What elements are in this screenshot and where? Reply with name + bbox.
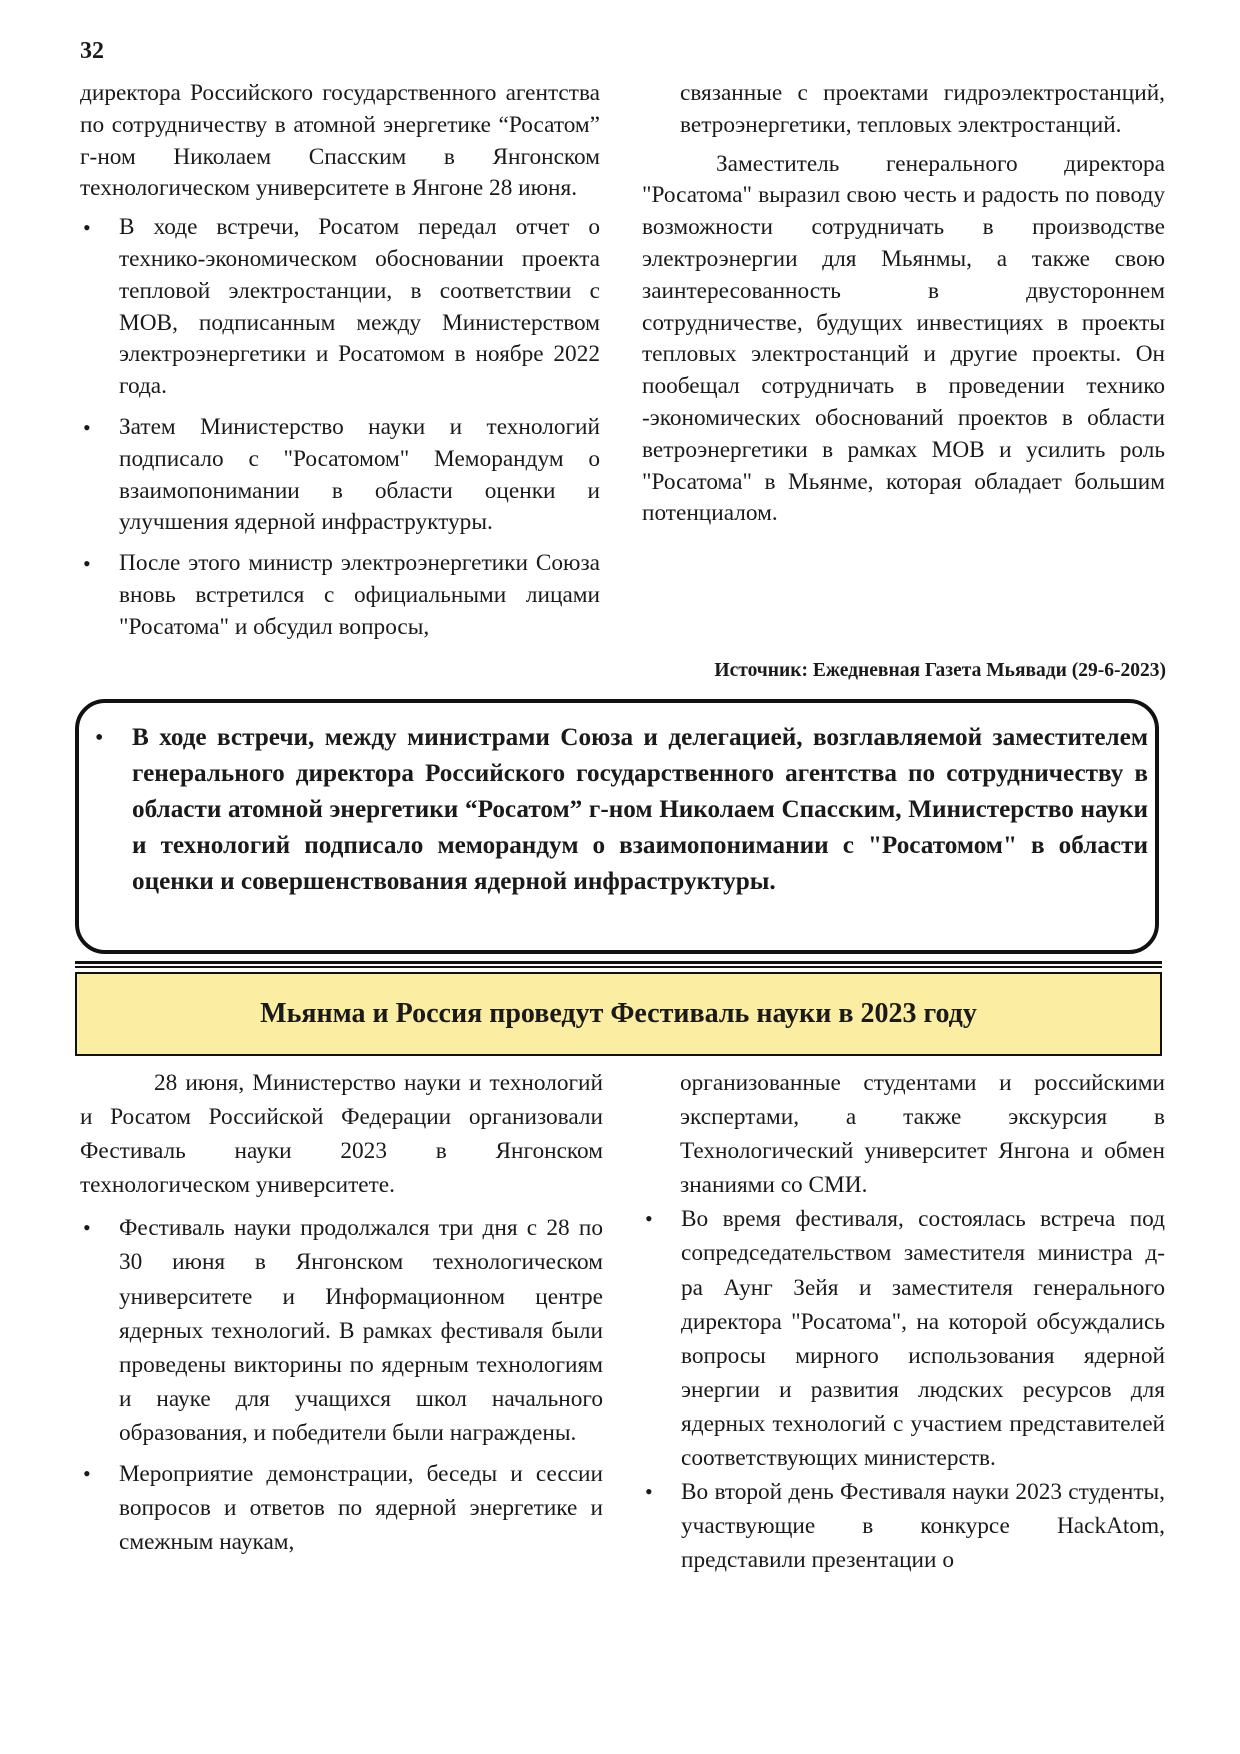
section2-left-column [80, 1066, 603, 1559]
divider-line [75, 966, 1162, 968]
section2-right-bullets [642, 1202, 1165, 1577]
section1-paragraph: Заместитель генерального директора "Росатома" выразил свою честь и радость по поводу возможности сотрудничать в производстве электроэнергии для Мьянмы, а также свою заинтересованность в двустороннем сотрудничестве, будущих инвестициях в проекты тепловых электростанций и другие проекты. Он пообещал сотрудничать в проведении технико -экономических обоснований проектов в области ветроэнергетики в рамках MOB и усилить роль "Росатома" в Мьянме, которая обладает большим потенциалом. [642, 150, 1165, 527]
bullet-item: • После этого министр электроэнергетики Союза вновь встретился с официальными лицами "Росатома" и обсудил вопросы, [80, 548, 600, 643]
page-number: 32 [80, 38, 104, 64]
divider-line [75, 961, 1162, 964]
section1-left-column [80, 78, 600, 644]
callout-bullet: • В ходе встречи, между министрами Союза и делегацией, возглавляемой заместителем генерального директора Российского государственного агентства по сотрудничеству в области атомной энергетики “Росатом” г-ном Николаем Спасским, Министерство науки и технологий подписало меморандум о взаимопонимании с "Росатомом" в области оценки и совершенствования ядерной инфраструктуры. [92, 720, 1148, 900]
section1-intro: директора Российского государственного агентства по сотрудничеству в атомной энергетике “Росатом” г-ном Николаем Спасским в Янгонском технологическом университете в Янгоне 28 июня. [80, 80, 600, 202]
callout-content [92, 720, 1148, 900]
article-title: Мьянма и Россия проведут Фестиваль науки в 2023 году [260, 998, 977, 1029]
bullet-item: • Затем Министерство науки и технологий подписало с "Росатомом" Меморандум о взаимопонимании в области оценки и улучшения ядерной инфраструктуры. [80, 412, 600, 539]
section1-right-column [642, 78, 1165, 530]
source-citation: Источник: Ежедневная Газета Мьявади (29-6-2023) [714, 660, 1166, 681]
section2-continuation: организованные студентами и российскими экспертами, а также экскурсия в Технологический университет Янгона и обмен знаниями со СМИ. [680, 1070, 1165, 1199]
bullet-item: • Мероприятие демонстрации, беседы и сессии вопросов и ответов по ядерной энергетике и смежным наукам, [80, 1457, 603, 1559]
section1-continuation: связанные с проектами гидроэлектростанций, ветроэнергетики, тепловых электростанций. [680, 80, 1165, 138]
bullet-item: • Во второй день Фестиваля науки 2023 студенты, участвующие в конкурсе HackAtom, представили презентации о [642, 1475, 1165, 1577]
section2-intro: 28 июня, Министерство науки и технологий и Росатом Российской Федерации организовали Фестиваль науки 2023 в Янгонском технологическом университете. [80, 1070, 603, 1199]
section2-right-column [642, 1066, 1165, 1577]
bullet-item: • Во время фестиваля, состоялась встреча под сопредседательством заместителя министра д-ра Аунг Зейя и заместителя генерального директора "Росатома", на которой обсуждались вопросы мирного использования ядерной энергии и развития людских ресурсов для ядерных технологий с участием представителей соответствующих министерств. [642, 1202, 1165, 1475]
bullet-item: • В ходе встречи, Росатом передал отчет о технико-экономическом обосновании проекта тепловой электростанции, в соответствии с MOB, подписанным между Министерством электроэнергетики и Росатомом в ноябре 2022 года. [80, 212, 600, 403]
section1-left-bullets [80, 212, 600, 643]
section2-left-bullets [80, 1211, 603, 1559]
bullet-item: • Фестиваль науки продолжался три дня с 28 по 30 июня в Янгонском технологическом университете и Информационном центре ядерных технологий. В рамках фестиваля были проведены викторины по ядерным технологиям и науке для учащихся школ начального образования, и победители были награждены. [80, 1211, 603, 1450]
article-title-banner [75, 972, 1162, 1056]
